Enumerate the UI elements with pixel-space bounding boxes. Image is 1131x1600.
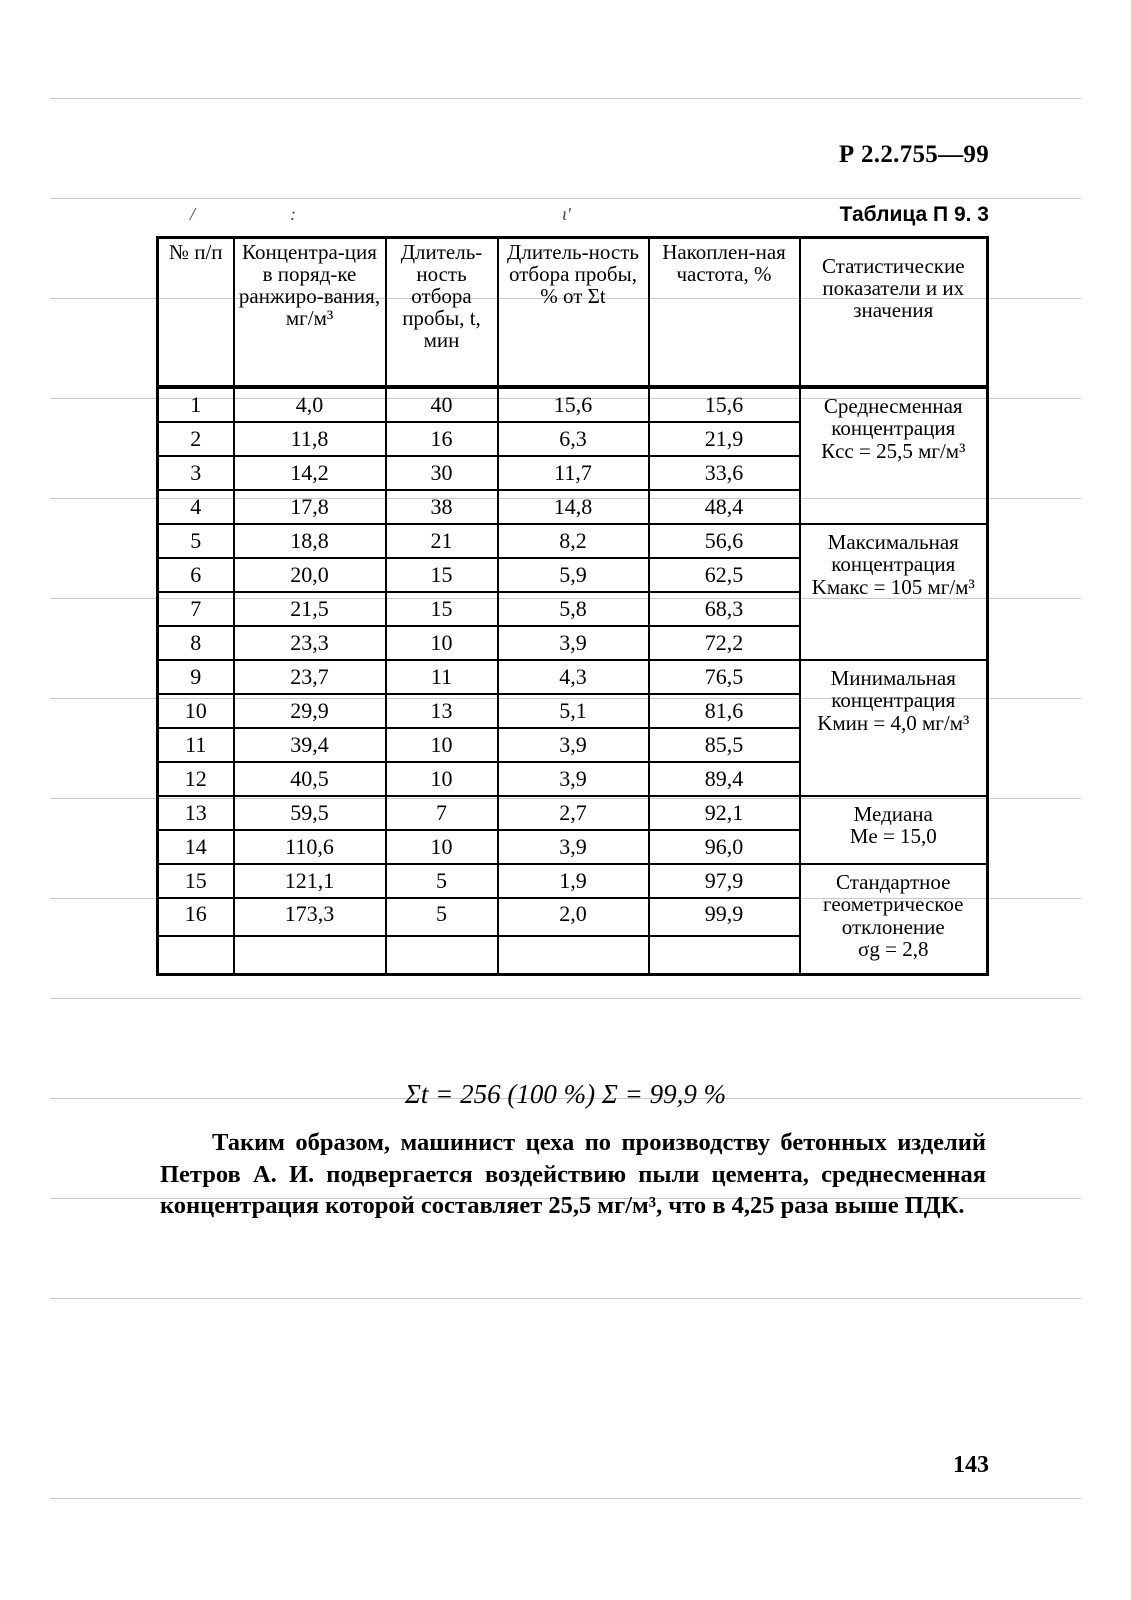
stat-value: Me = 15,0: [849, 824, 937, 849]
table-cell: 59,5: [234, 796, 386, 830]
stat-cell: [800, 387, 988, 524]
table-cell: 21: [386, 524, 498, 558]
table-cell: 18,8: [234, 524, 386, 558]
table-cell: 5: [386, 898, 498, 936]
table-cell: 9: [158, 660, 234, 694]
table-cell: 20,0: [234, 558, 386, 592]
table-cell: 8: [158, 626, 234, 660]
table-cell: 14: [158, 830, 234, 864]
page-number: 143: [953, 1452, 989, 1478]
table-cell: 3,9: [498, 830, 649, 864]
table-cell: 2,7: [498, 796, 649, 830]
table-cell: 3: [158, 456, 234, 490]
scan-line: [50, 1298, 1081, 1299]
table-cell: 5,9: [498, 558, 649, 592]
stat-cell: [800, 864, 988, 975]
table-cell: 5,8: [498, 592, 649, 626]
table-cell: 10: [386, 762, 498, 796]
table-cell: 4,0: [234, 387, 386, 422]
stat-value: Кcc = 25,5 мг/м³: [821, 438, 966, 463]
table-row: [158, 524, 988, 558]
table-cell: 173,3: [234, 898, 386, 936]
table-cell: 62,5: [649, 558, 800, 592]
scan-line: [50, 1498, 1081, 1499]
scan-line: [50, 98, 1081, 99]
table-cell: 3,9: [498, 626, 649, 660]
table-header-row: [158, 238, 988, 388]
scan-mark: /: [190, 204, 196, 224]
table-row: [158, 387, 988, 422]
table-cell: 8,2: [498, 524, 649, 558]
table-cell: 10: [386, 830, 498, 864]
stat-name: Стандартное геометрическое отклонение: [823, 870, 964, 939]
table-cell: 15,6: [649, 387, 800, 422]
document-code: Р 2.2.755—99: [838, 141, 989, 168]
table-cell: 1: [158, 387, 234, 422]
stat-value: Kмакс = 105 мг/м³: [811, 574, 975, 599]
table-row: [158, 864, 988, 898]
scan-line: [50, 198, 1081, 199]
table-cell: 6,3: [498, 422, 649, 456]
table-cell: 10: [386, 728, 498, 762]
header-cell: Длитель-ность отбора пробы, t, мин: [386, 238, 498, 388]
table-cell: 85,5: [649, 728, 800, 762]
table-cell: 15: [158, 864, 234, 898]
table-cell: 39,4: [234, 728, 386, 762]
stat-cell: [800, 524, 988, 660]
table-cell: 16: [158, 898, 234, 936]
table-cell: 5: [158, 524, 234, 558]
scan-mark: :: [290, 204, 296, 224]
stat-value: σg = 2,8: [858, 936, 929, 961]
table-cell: 29,9: [234, 694, 386, 728]
stat-name: Среднесменная концентрация: [823, 394, 963, 441]
table-cell: 14,2: [234, 456, 386, 490]
table-row: [158, 660, 988, 694]
table-cell: 72,2: [649, 626, 800, 660]
table-cell: 16: [386, 422, 498, 456]
table-cell: 11: [158, 728, 234, 762]
table-cell: 40,5: [234, 762, 386, 796]
stat-cell: [800, 660, 988, 796]
table-cell: 5,1: [498, 694, 649, 728]
header-cell: Накоплен-ная частота, %: [649, 238, 800, 388]
table-cell: 15,6: [498, 387, 649, 422]
table-cell: 4,3: [498, 660, 649, 694]
table-cell: 11,8: [234, 422, 386, 456]
table-cell: 110,6: [234, 830, 386, 864]
table-cell: 17,8: [234, 490, 386, 524]
table-cell: 14,8: [498, 490, 649, 524]
table-cell: 99,9: [649, 898, 800, 936]
table-cell: 33,6: [649, 456, 800, 490]
table-cell: 81,6: [649, 694, 800, 728]
table-cell-empty: [498, 936, 649, 975]
table-cell: 11: [386, 660, 498, 694]
table-cell: 121,1: [234, 864, 386, 898]
table-cell-empty: [386, 936, 498, 975]
table-cell: 10: [158, 694, 234, 728]
header-cell: Длитель-ность отбора пробы, % от Σt: [498, 238, 649, 388]
body-paragraph: Таким образом, машинист цеха по производству бетонных изделий Петров А. И. подвергается воздействию пыли цемента, среднесменная концентрация которой составляет 25,5 мг/м³, что в 4,25 раза выше ПДК.: [160, 1129, 986, 1220]
stat-cell: [800, 796, 988, 864]
stat-name: Максимальная концентрация: [827, 530, 959, 577]
table-cell: 7: [386, 796, 498, 830]
table-cell: 11,7: [498, 456, 649, 490]
header-cell: № п/п: [158, 238, 234, 388]
table-row: [158, 796, 988, 830]
table-cell: 3,9: [498, 728, 649, 762]
stat-name: Медиана: [853, 802, 933, 826]
table-cell: 6: [158, 558, 234, 592]
table-cell: 15: [386, 592, 498, 626]
stat-value: Kмин = 4,0 мг/м³: [817, 710, 970, 735]
table-cell-empty: [158, 936, 234, 975]
table-cell: 12: [158, 762, 234, 796]
table-cell: 7: [158, 592, 234, 626]
table-cell: 23,7: [234, 660, 386, 694]
scan-mark: ι': [562, 204, 571, 224]
table-cell: 40: [386, 387, 498, 422]
table-cell: 10: [386, 626, 498, 660]
table-cell: 5: [386, 864, 498, 898]
table-cell: 4: [158, 490, 234, 524]
table-cell: 56,6: [649, 524, 800, 558]
table-cell: 15: [386, 558, 498, 592]
table-cell: 1,9: [498, 864, 649, 898]
table-cell: 21,5: [234, 592, 386, 626]
stat-name: Минимальная концентрация: [830, 666, 956, 713]
table-cell: 2,0: [498, 898, 649, 936]
table-cell: 30: [386, 456, 498, 490]
table-cell: 21,9: [649, 422, 800, 456]
table-cell-empty: [649, 936, 800, 975]
table-cell: 97,9: [649, 864, 800, 898]
header-cell: Статистические показатели и их значения: [800, 238, 988, 388]
table-cell: 2: [158, 422, 234, 456]
table-cell: 3,9: [498, 762, 649, 796]
table-cell: 13: [386, 694, 498, 728]
scan-line: [50, 998, 1081, 999]
table-cell-empty: [234, 936, 386, 975]
sum-formula: Σt = 256 (100 %) Σ = 99,9 %: [404, 1079, 727, 1109]
table-cell: 38: [386, 490, 498, 524]
data-table: [156, 236, 989, 976]
table-cell: 48,4: [649, 490, 800, 524]
table-cell: 76,5: [649, 660, 800, 694]
table-cell: 23,3: [234, 626, 386, 660]
table-cell: 89,4: [649, 762, 800, 796]
table-cell: 96,0: [649, 830, 800, 864]
header-cell: Концентра-ция в поряд-ке ранжиро-вания, мг/м³: [234, 238, 386, 388]
table-cell: 68,3: [649, 592, 800, 626]
table-cell: 92,1: [649, 796, 800, 830]
table-cell: 13: [158, 796, 234, 830]
table-caption: Таблица П 9. 3: [839, 203, 989, 226]
